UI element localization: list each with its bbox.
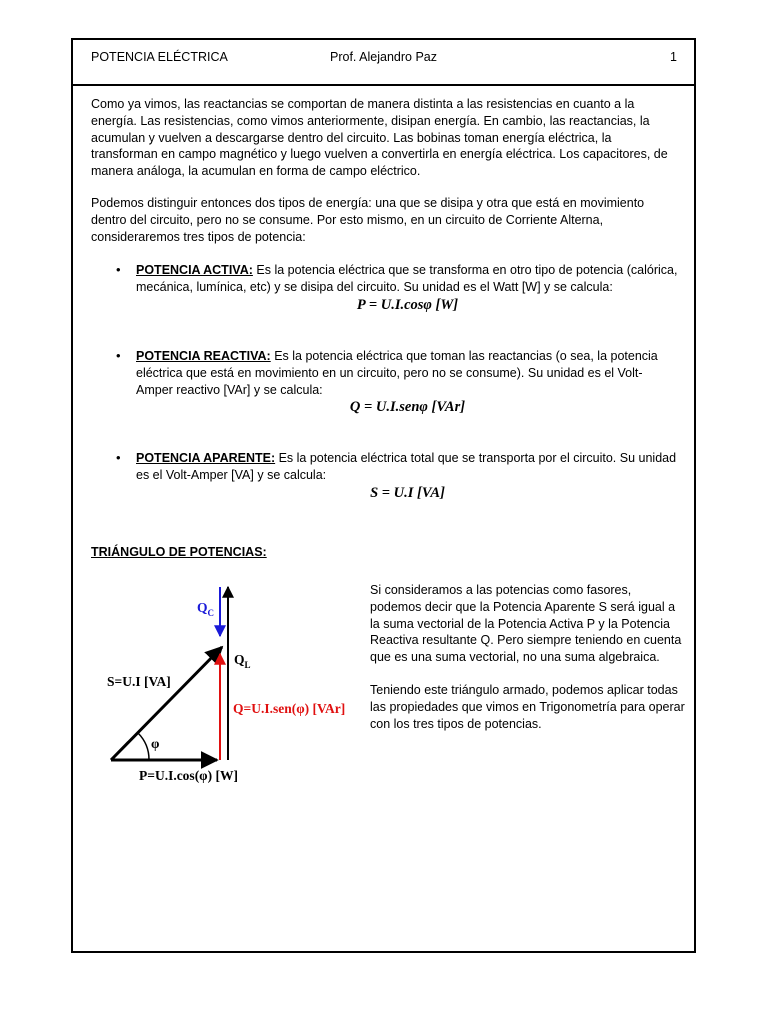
vector-s <box>111 647 222 760</box>
bullet-icon: • <box>116 450 121 466</box>
header-title: POTENCIA ELÉCTRICA <box>91 50 228 64</box>
bullet-icon: • <box>116 262 121 278</box>
label-qc: $Q_C$ <box>197 600 215 618</box>
triangle-paragraph-1: Si consideramos a las potencias como fasores, podemos decir que la Potencia Aparente S será igual a la suma vectorial de la Potencia Activa P y la Potencia Reactiva resultante Q. Pero siempre teniendo en cuenta que es una suma vectorial, no una suma algebraica. <box>370 583 682 665</box>
bullet-icon: • <box>116 347 121 363</box>
label-ql: $Q_L$ <box>234 652 251 670</box>
formula-apparent-power: S = U.I [VA] <box>370 484 445 501</box>
formula-active-power: P = U.I.cosφ [W] <box>356 296 459 313</box>
term-apparent-power: POTENCIA APARENTE: <box>136 451 276 466</box>
page-frame <box>71 38 696 953</box>
term-reactive-power: POTENCIA REACTIVA: <box>136 348 271 363</box>
triangle-explanation <box>370 582 685 732</box>
term-active-power: POTENCIA ACTIVA: <box>136 263 253 278</box>
triangle-paragraph-2: Teniendo este triángulo armado, podemos aplicar todas las propiedades que vimos en Trigonometría para operar con los tres tipos de potencias. <box>370 682 685 731</box>
apparent-power-description: Es la potencia eléctrica total que se transporta por el circuito. Su unidad es el Volt-Amper [VA] y se calcula: <box>136 451 677 483</box>
intro-paragraph-2: Podemos distinguir entonces dos tipos de energía: una que se disipa y otra que está en movimiento dentro del circuito, pero no se consume. Por esto mismo, en un circuito de Corriente Alterna, consideraremos tres tipos de potencia: <box>91 195 645 244</box>
label-p: P=U.I.cos(φ) [W] <box>139 768 238 783</box>
label-angle: φ <box>151 736 160 751</box>
power-triangle-diagram <box>73 40 694 951</box>
section-title-power-triangle: TRIÁNGULO DE POTENCIAS: <box>91 545 267 559</box>
header-author: Prof. Alejandro Paz <box>330 50 438 64</box>
formula-reactive-power: Q = U.I.senφ [VAr] <box>349 399 466 416</box>
label-q: Q=U.I.sen(φ) [VAr] <box>233 701 346 716</box>
angle-arc <box>138 733 149 760</box>
page-number: 1 <box>670 50 677 64</box>
label-s: S=U.I [VA] <box>107 674 171 689</box>
intro-paragraph-1: Como ya vimos, las reactancias se comportan de manera distinta a las resistencias en cuanto a la energía. Las resistencias, como vimos anteriormente, disipan energía. En cambio, las reactancias, la acumulan y vuelven a descargarse dentro del circuito. Las bobinas toman energía eléctrica, la transforman en campo magnético y luego vuelven a convertirla en energía eléctrica. Los capacitores, de manera análoga, la acumulan en forma de campo eléctrico. <box>91 97 668 179</box>
reactive-power-description: Es la potencia eléctrica que toman las reactancias (o sea, la potencia eléctrica que está en movimiento en un circuito, pero no se consume). Su unidad es el Volt-Amper reactivo [VAr] y se calcula: <box>136 348 658 397</box>
active-power-description: Es la potencia eléctrica que se transforma en otro tipo de potencia (calórica, mecánica, lumínica, etc) y se disipa del circuito. Su unidad es el Watt [W] y se calcula: <box>136 263 678 295</box>
